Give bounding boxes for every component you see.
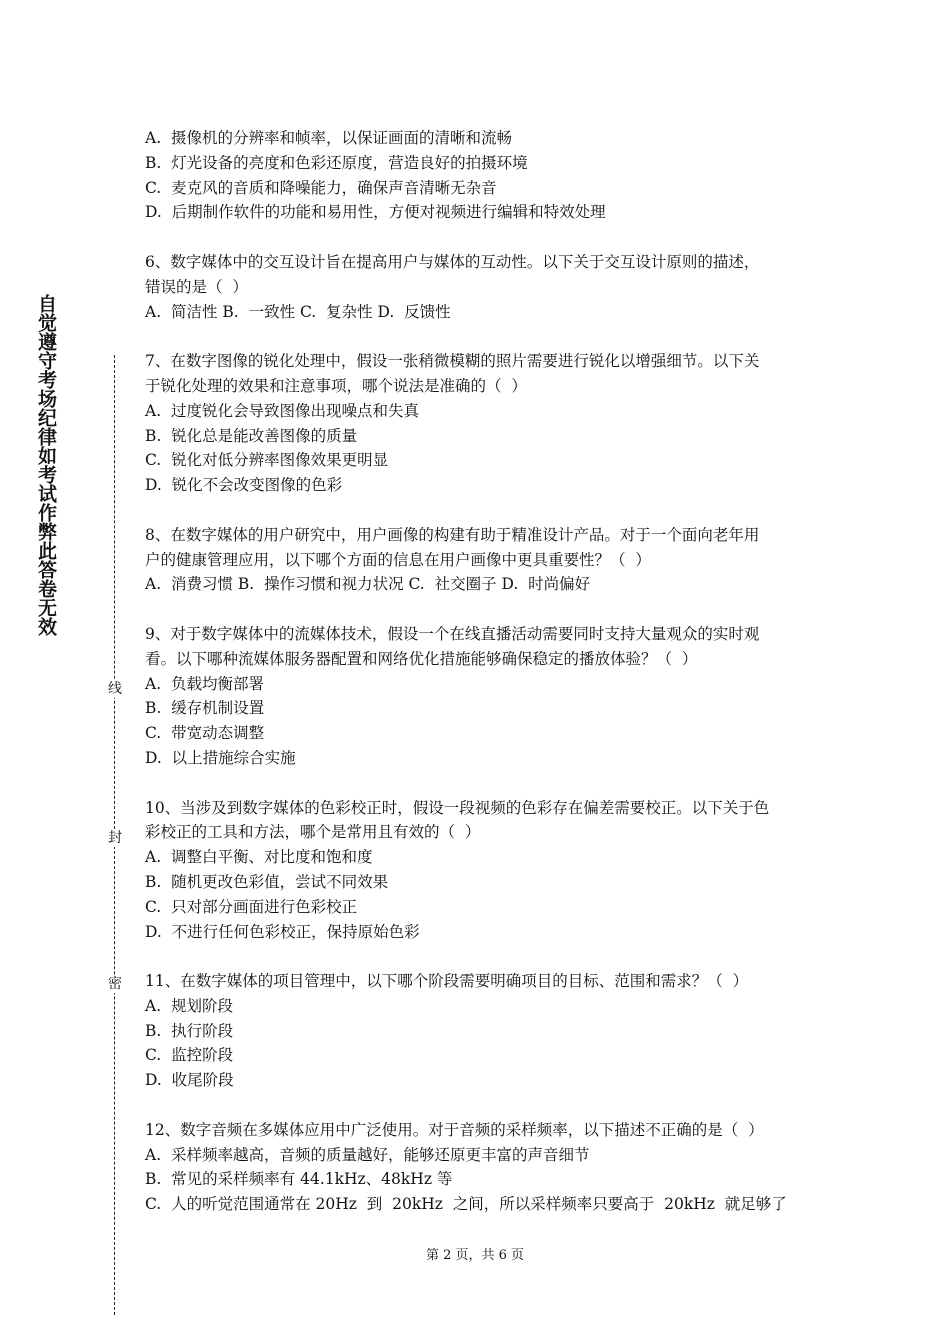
answer-option: D. 收尾阶段 (145, 1071, 234, 1090)
question-block (145, 622, 820, 771)
answer-option: B. 缓存机制设置 (145, 699, 265, 718)
exam-discipline-slogan: 自觉遵守考场纪律如考试作弊此答卷无效 (35, 294, 57, 636)
answer-option: C. 只对部分画面进行色彩校正 (145, 897, 358, 916)
question-stem-line: 7、在数字图像的锐化处理中，假设一张稍微模糊的照片需要进行锐化以增强细节。以下关 (145, 352, 760, 371)
question-list (145, 126, 820, 1242)
binding-seal-label: 封 (108, 830, 122, 846)
answer-option: B. 随机更改色彩值，尝试不同效果 (145, 872, 389, 891)
question-stem-line: 彩校正的工具和方法，哪个是常用且有效的（ ） (145, 823, 481, 842)
answer-option: B. 常见的采样频率有 44.1kHz、48kHz 等 (145, 1170, 453, 1189)
answer-option: A. 规划阶段 (145, 996, 233, 1015)
question-block (145, 1118, 820, 1217)
question-block (145, 523, 820, 597)
answer-option: C. 监控阶段 (145, 1046, 234, 1065)
answer-option: D. 锐化不会改变图像的色彩 (145, 476, 343, 495)
answer-option: A. 过度锐化会导致图像出现噪点和失真 (145, 401, 419, 420)
answer-option: A. 采样频率越高，音频的质量越好，能够还原更丰富的声音细节 (145, 1145, 590, 1164)
answer-option: A. 调整白平衡、对比度和饱和度 (145, 848, 373, 867)
page-number: 第 2 页，共 6 页 (425, 1248, 525, 1263)
answer-option: D. 以上措施综合实施 (145, 748, 296, 767)
binding-close-label: 密 (108, 976, 122, 992)
answer-option: C. 带宽动态调整 (145, 724, 265, 743)
answer-option: D. 不进行任何色彩校正，保持原始色彩 (145, 922, 420, 941)
question-block (145, 126, 820, 225)
question-stem-line: 11、在数字媒体的项目管理中，以下哪个阶段需要明确项目的目标、范围和需求？（ ） (145, 972, 749, 991)
answer-option: A. 摄像机的分辨率和帧率，以保证画面的清晰和流畅 (145, 129, 512, 147)
answer-option: A. 简洁性 B. 一致性 C. 复杂性 D. 反馈性 (145, 302, 451, 321)
question-stem-line: 9、对于数字媒体中的流媒体技术，假设一个在线直播活动需要同时支持大量观众的实时观 (145, 624, 760, 643)
question-stem-line: 12、数字音频在多媒体应用中广泛使用。对于音频的采样频率，以下描述不正确的是（ ） (145, 1120, 764, 1139)
question-block (145, 796, 820, 945)
answer-option: A. 消费习惯 B. 操作习惯和视力状况 C. 社交圈子 D. 时尚偏好 (145, 575, 591, 594)
question-stem-line: 看。以下哪种流媒体服务器配置和网络优化措施能够确保稳定的播放体验？（ ） (145, 649, 698, 668)
answer-option: A. 负载均衡部署 (145, 674, 264, 693)
answer-option: C. 麦克风的音质和降噪能力，确保声音清晰无杂音 (145, 178, 497, 197)
answer-option: C. 锐化对低分辨率图像效果更明显 (145, 451, 389, 470)
question-stem-line: 10、当涉及到数字媒体的色彩校正时，假设一段视频的色彩存在偏差需要校正。以下关于色 (145, 798, 770, 817)
question-stem-line: 8、在数字媒体的用户研究中，用户画像的构建有助于精准设计产品。对于一个面向老年用 (145, 525, 760, 544)
answer-option: D. 后期制作软件的功能和易用性，方便对视频进行编辑和特效处理 (145, 203, 606, 222)
question-block (145, 969, 820, 1093)
answer-option: B. 灯光设备的亮度和色彩还原度，营造良好的拍摄环境 (145, 153, 528, 172)
question-stem-line: 6、数字媒体中的交互设计旨在提高用户与媒体的互动性。以下关于交互设计原则的描述， (145, 252, 760, 271)
question-block (145, 250, 820, 324)
binding-line-label: 线 (108, 681, 122, 697)
question-block (145, 349, 820, 498)
answer-option: B. 执行阶段 (145, 1021, 234, 1040)
question-stem-line: 错误的是（ ） (145, 277, 248, 296)
question-stem-line: 户的健康管理应用，以下哪个方面的信息在用户画像中更具重要性？（ ） (145, 550, 651, 569)
answer-option: C. 人的听觉范围通常在 20Hz 到 20kHz 之间，所以采样频率只要高于 20kHz 就足够了 (145, 1195, 787, 1214)
question-stem-line: 于锐化处理的效果和注意事项，哪个说法是准确的（ ） (145, 376, 527, 395)
answer-option: B. 锐化总是能改善图像的质量 (145, 426, 358, 445)
